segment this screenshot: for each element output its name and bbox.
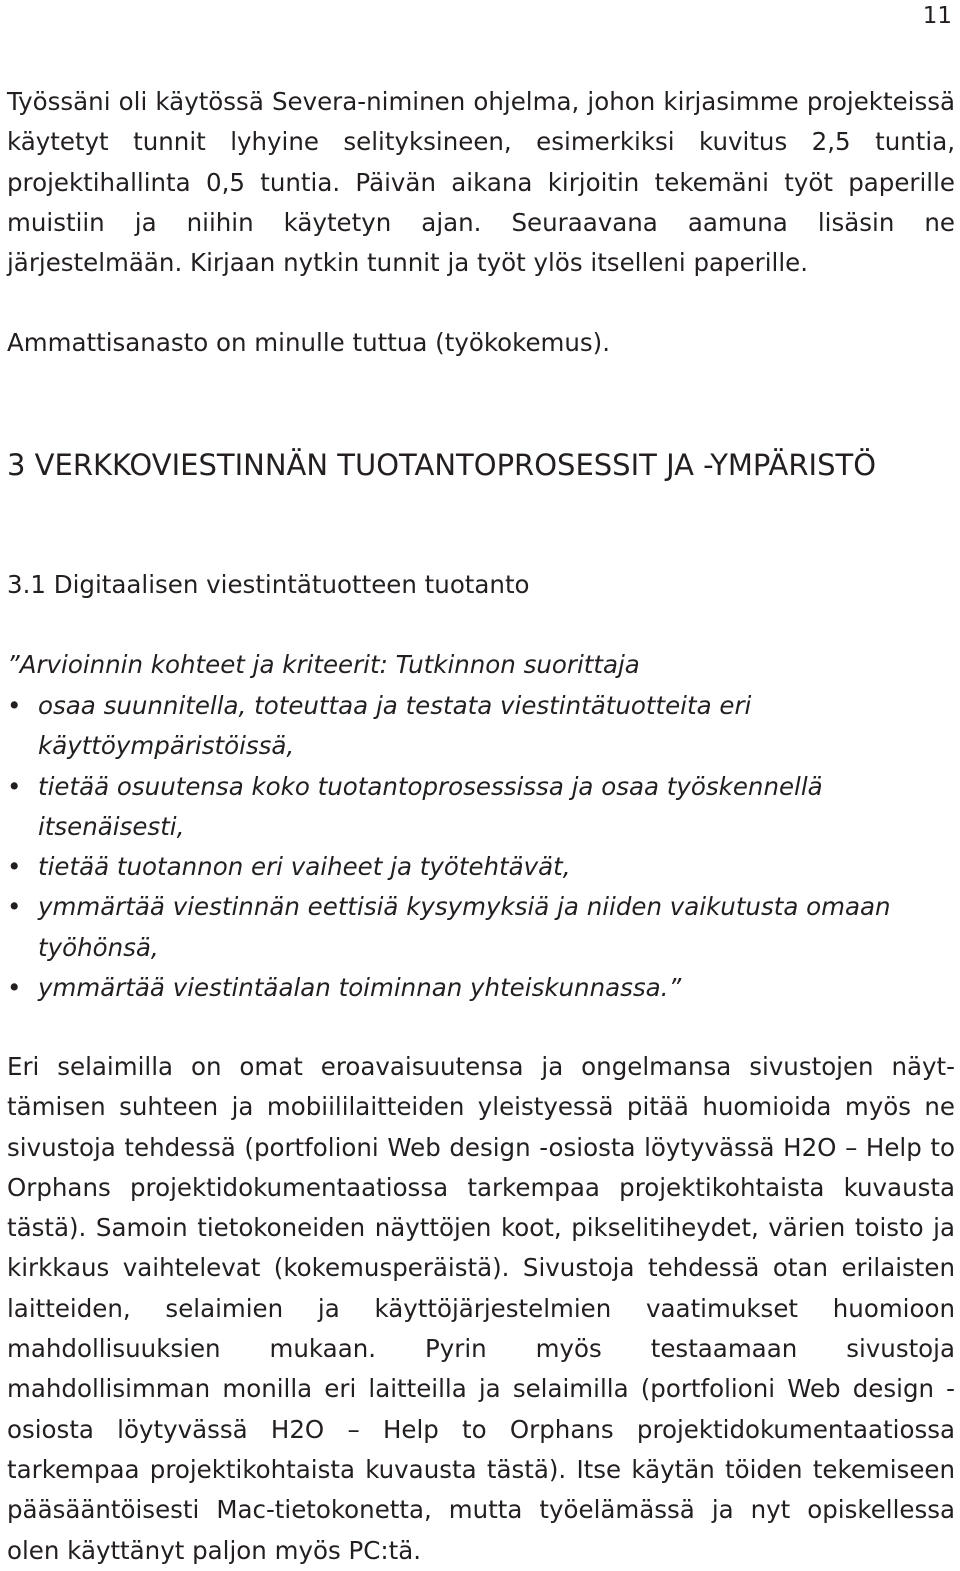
vocabulary-statement: Ammattisanasto on minulle tuttua (työkokemus).	[7, 328, 611, 357]
list-item-text: ymmärtää viestinnän eettisiä kysymyksiä ja niiden vaikutusta omaan työhönsä,	[38, 892, 891, 962]
chapter-heading: 3 VERKKOVIESTINNÄN TUOTANTOPROSESSIT JA -YMPÄRISTÖ	[7, 448, 877, 482]
page-number: 11	[922, 3, 952, 29]
bullet-icon: •	[7, 852, 22, 882]
criteria-lead: ”Arvioinnin kohteet ja kriteerit: Tutkinnon suorittaja	[7, 650, 640, 679]
list-item	[7, 847, 955, 887]
bullet-icon: •	[7, 892, 22, 922]
list-item	[7, 968, 955, 1008]
intro-paragraph: Työssäni oli käytössä Severa-niminen ohjelma, johon kirjasimme projekteissä käytetyt tunnit lyhyine selityksineen, esimerkiksi kuvitus 2,5 tuntia, projektihallinta 0,5 tuntia. Päivän aikana kirjoitin tekemäni työt paperille muistiin ja niihin käytetyn ajan. Seuraavana aamuna lisäsin ne järjestelmään. Kirjaan nytkin tunnit ja työt ylös itselleni paperille.	[7, 87, 955, 278]
bullet-icon: •	[7, 771, 22, 801]
bullet-icon: •	[7, 691, 22, 720]
list-item	[7, 767, 955, 848]
list-item-text: osaa suunnitella, toteuttaa ja testata viestintätuotteita eri käyttöympäristöissä,	[38, 691, 752, 761]
list-item-text: tietää osuutensa koko tuotantoprosessissa ja osaa työskennellä itsenäisesti,	[38, 771, 823, 841]
list-item	[7, 887, 955, 968]
list-item-text: tietää tuotannon eri vaiheet ja työtehtävät,	[38, 852, 571, 882]
bullet-icon: •	[7, 973, 22, 1003]
criteria-list	[7, 686, 955, 1008]
list-item-text: ymmärtää viestintäalan toiminnan yhteiskunnassa.”	[38, 973, 682, 1003]
list-item	[7, 686, 955, 767]
body-paragraph: Eri selaimilla on omat eroavaisuutensa ja ongelmansa sivustojen näyttämisen suhteen ja mobiililaitteiden yleistyessä pitää huomioida myös ne sivustoja tehdessä (portfolioni Web design -osiosta löytyvässä H2O – Help to Orphans projektidokumentaatiossa tarkempaa projektikohtaista kuvausta tästä). Samoin tietokoneiden näyttöjen koot, pikselitiheydet, värien toisto ja kirkkaus vaihtelevat (kokemusperäistä). Sivustoja tehdessä otan erilaisten laitteiden, selaimien ja käyttöjärjestelmien vaatimukset huomioon mahdollisuuksien mukaan. Pyrin myös testaamaan sivustoja mahdollisimman monilla eri laitteilla ja selaimilla (portfolioni Web design -osiosta löytyvässä H2O – Help to Orphans projektidokumentaatiossa tarkempaa projektikohtaista kuvausta tästä). Itse käytän töiden tekemiseen pääsääntöisesti Mac-tietokonetta, mutta työelämässä ja nyt opiskellessa olen käyttänyt paljon myös PC:tä.	[7, 1052, 955, 1565]
section-heading: 3.1 Digitaalisen viestintätuotteen tuotanto	[7, 570, 530, 599]
